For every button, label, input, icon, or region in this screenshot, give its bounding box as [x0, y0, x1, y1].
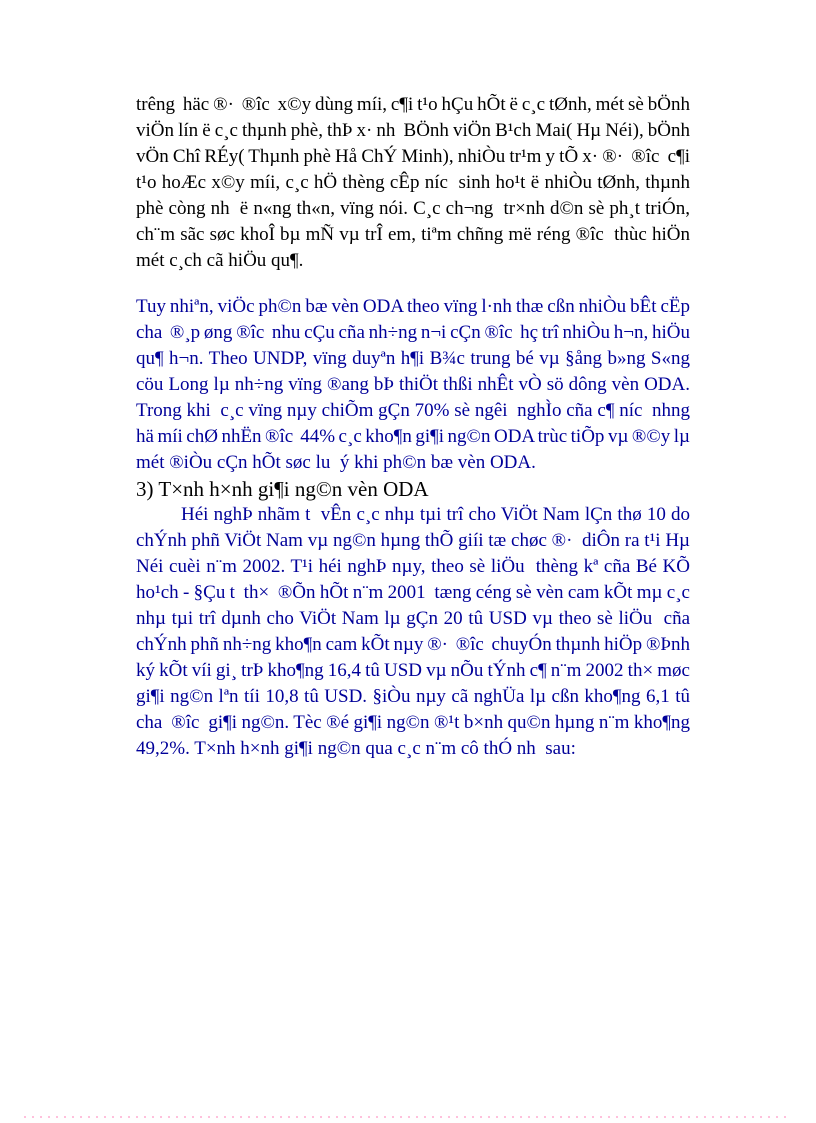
text-line-content: chÝnh phñ nh÷ng kho¶n cam kÕt nµy ®· ®îc chuyÓn thµnh hiÖp ®Þnh — [136, 634, 690, 655]
section-heading-oda-disbursement — [136, 476, 690, 502]
text-line-content: ho¹ch - §Çu t th× ®Õn hÕt n¨m 2001 tæng céng sè vèn cam kÕt mµ c¸c — [136, 582, 690, 603]
text-line — [136, 580, 690, 606]
text-line-content: nhµ tµi trî dµnh cho ViÖt Nam lµ gÇn 20 tû USD vµ theo sè liÖu cña — [136, 608, 690, 629]
text-line-content: chÝnh phñ ViÖt Nam vµ ng©n hµng thÕ giíi tæ chøc ®· diÔn ra t¹i Hµ — [136, 530, 690, 551]
text-line-content: Héi nghÞ nhãm t vÊn c¸c nhµ tµi trî cho ViÖt Nam lÇn thø 10 do — [181, 504, 690, 525]
text-line — [136, 632, 690, 658]
text-line — [136, 528, 690, 554]
text-line-content: 3) T×nh h×nh gi¶i ng©n vèn ODA — [136, 477, 429, 501]
text-line-content: viÖn lín ë c¸c thµnh phè, thÞ x· nh BÖnh viÖn B¹ch Mai( Hµ Néi), bÖnh — [136, 120, 690, 141]
text-line-content: mét ®iÒu cÇn hÕt søc lu ý khi ph©n bæ vèn ODA. — [136, 452, 536, 473]
text-line — [136, 502, 690, 528]
text-line — [136, 118, 690, 144]
text-line-content: ký kÕt víi gi¸ trÞ kho¶ng 16,4 tû USD vµ nÕu tÝnh c¶ n¨m 2002 th× møc — [136, 660, 690, 681]
text-line — [136, 372, 690, 398]
text-line-content: phè còng nh ë n«ng th«n, vïng nói. C¸c ch¬ng tr×nh d©n sè ph¸t triÓn, — [136, 198, 690, 219]
text-line — [136, 92, 690, 118]
text-line — [136, 144, 690, 170]
text-line — [136, 196, 690, 222]
text-line — [136, 736, 690, 762]
text-line-content: qu¶ h¬n. Theo UNDP, vïng duyªn h¶i B¾c trung bé vµ §ång b»ng S«ng — [136, 348, 690, 369]
text-line — [136, 684, 690, 710]
text-line — [136, 658, 690, 684]
text-line — [136, 398, 690, 424]
paragraph-oda-allocation-issues — [136, 294, 690, 476]
text-line-content: mét c¸ch cã hiÖu qu¶. — [136, 250, 304, 271]
text-line — [136, 346, 690, 372]
text-line-content: Néi cuèi n¨m 2002. T¹i héi nghÞ nµy, theo sè liÖu thèng kª cña Bé KÕ — [136, 556, 690, 577]
text-line-content: t¹o hoÆc x©y míi, c¸c hÖ thèng cÊp níc sinh ho¹t ë nhiÒu tØnh, thµnh — [136, 172, 690, 193]
text-line-content: cha ®¸p øng ®îc nhu cÇu cña nh÷ng n¬i cÇn ®îc hç trî nhiÒu h¬n, hiÖu — [136, 322, 690, 343]
text-line-content: gi¶i ng©n lªn tíi 10,8 tû USD. §iÒu nµy cã nghÜa lµ cßn kho¶ng 6,1 tû — [136, 686, 690, 707]
text-line-content: cöu Long lµ nh÷ng vïng ®ang bÞ thiÖt thßi nhÊt vÒ sö dông vèn ODA. — [136, 374, 690, 395]
text-line-content: hä míi chØ nhËn ®îc 44% c¸c kho¶n gi¶i ng©n ODA trùc tiÕp vµ ®©y lµ — [136, 426, 690, 447]
page-break-dotted-line — [24, 1116, 790, 1118]
text-line — [136, 222, 690, 248]
text-line-content: trêng häc ®· ®îc x©y dùng míi, c¶i t¹o hÇu hÕt ë c¸c tØnh, mét sè bÖnh — [136, 94, 690, 115]
text-line-content: cha ®îc gi¶i ng©n. Tèc ®é gi¶i ng©n ®¹t b×nh qu©n hµng n¨m kho¶ng — [136, 712, 690, 733]
text-line — [136, 710, 690, 736]
text-line — [136, 294, 690, 320]
text-line-content: Tuy nhiªn, viÖc ph©n bæ vèn ODA theo vïng l·nh thæ cßn nhiÒu bÊt cËp — [136, 296, 690, 317]
text-line-content: Trong khi c¸c vïng nµy chiÕm gÇn 70% sè ngêi nghÌo cña c¶ níc nhng — [136, 400, 690, 421]
text-line — [136, 170, 690, 196]
text-line — [136, 606, 690, 632]
text-line — [136, 554, 690, 580]
text-line — [136, 320, 690, 346]
text-line — [136, 248, 690, 274]
text-line-content: ch¨m sãc søc khoÎ bµ mÑ vµ trÎ em, tiªm chñng më réng ®îc thùc hiÖn — [136, 224, 690, 245]
paragraph-oda-disbursement-status — [136, 502, 690, 762]
text-line-content: 49,2%. T×nh h×nh gi¶i ng©n qua c¸c n¨m cô thÓ nh sau: — [136, 738, 576, 759]
text-line-content: vÖn Chî RÉy( Thµnh phè Hå ChÝ Minh), nhiÒu tr¹m y tÕ x· ®· ®îc c¶i — [136, 146, 690, 167]
text-line — [136, 450, 690, 476]
text-line — [136, 476, 690, 502]
paragraph-education-health-results — [136, 92, 690, 274]
text-line — [136, 424, 690, 450]
